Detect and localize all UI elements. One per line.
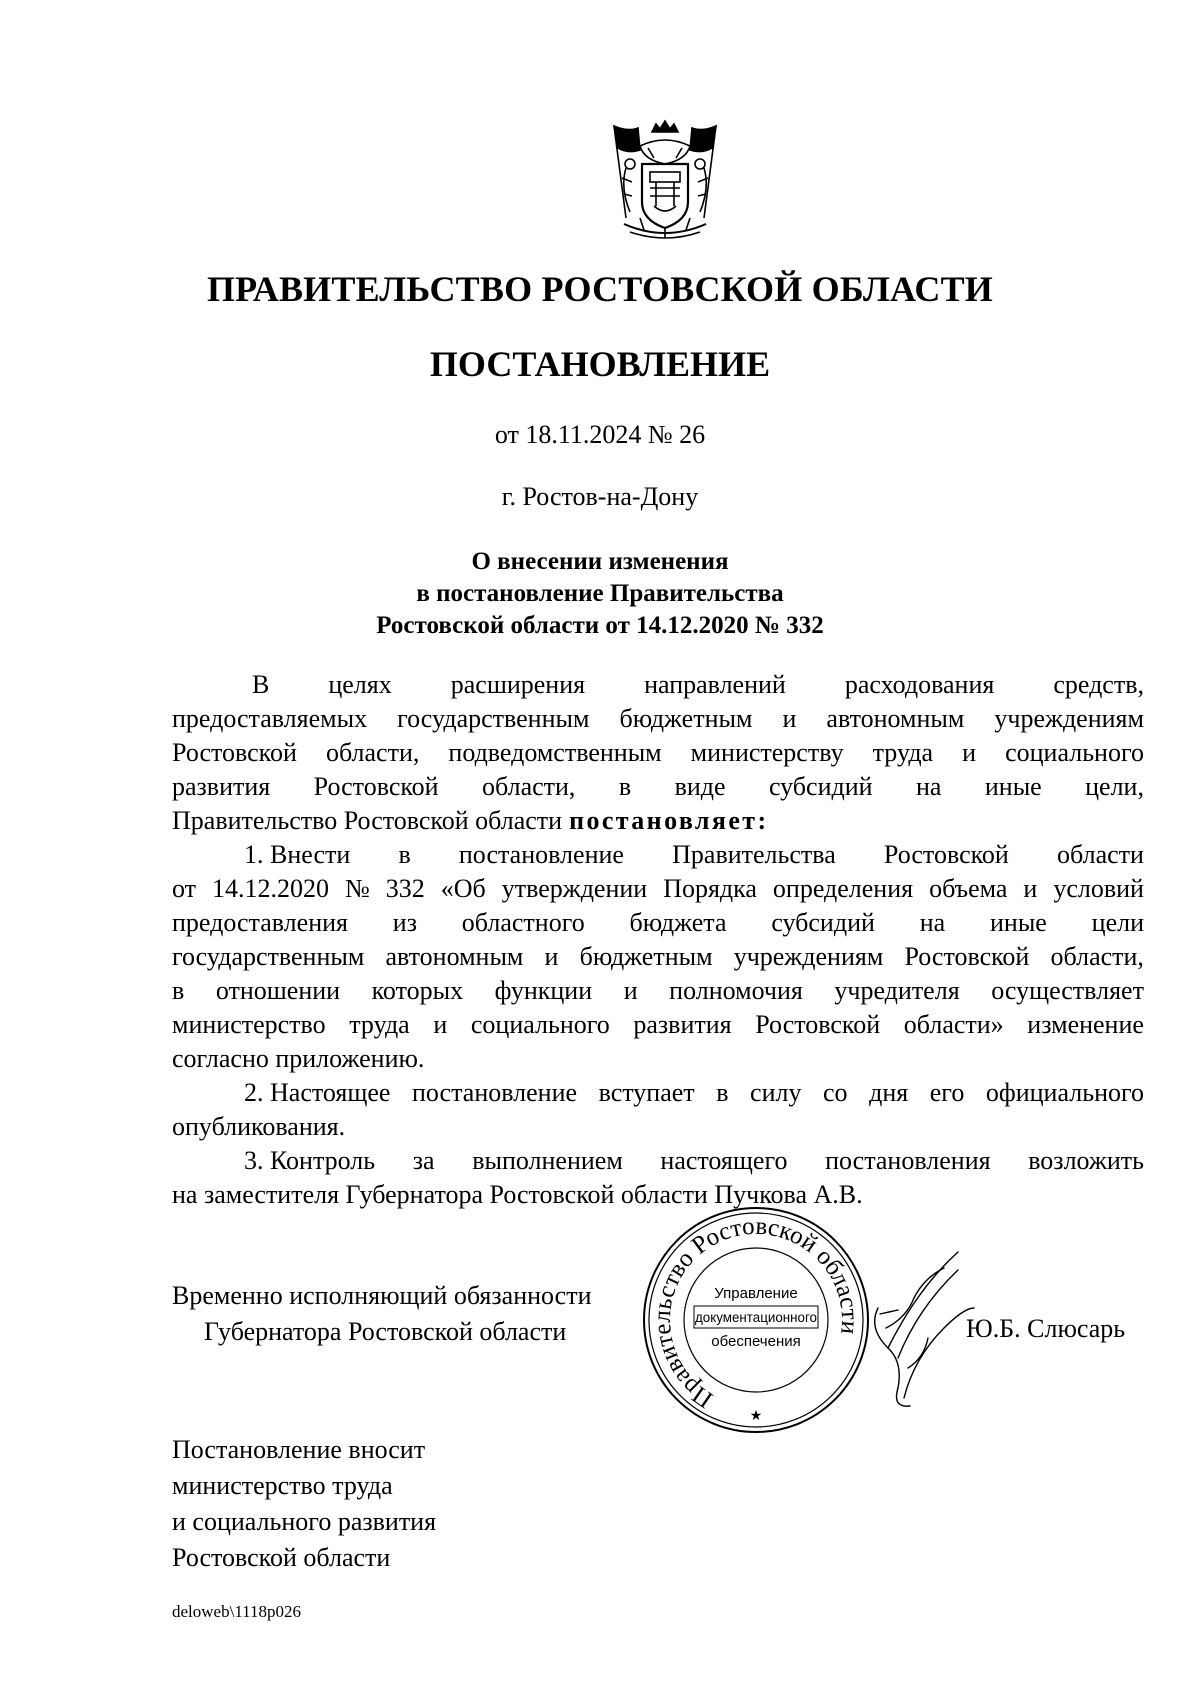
body-line	[172, 940, 1144, 974]
government-title: ПРАВИТЕЛЬСТВО РОСТОВСКОЙ ОБЛАСТИ	[206, 269, 994, 309]
body-word: утверждении	[501, 874, 648, 903]
body-word: учреждениям	[733, 942, 884, 971]
body-word: учредителя	[834, 976, 960, 1005]
body-word: расширения	[450, 670, 586, 699]
body-word: функции	[494, 976, 593, 1005]
body-word: условий	[1053, 874, 1144, 903]
body-word: его	[929, 1078, 965, 1107]
document-body	[172, 668, 1144, 1212]
body-word: социального	[1005, 738, 1144, 767]
body-word: бюджета	[629, 908, 727, 937]
body-word: постановление	[458, 840, 624, 869]
body-word: виде	[674, 772, 726, 801]
body-word: Ростовской	[904, 942, 1030, 971]
body-line	[172, 668, 1144, 702]
body-word: министерству	[690, 738, 844, 767]
body-word: 1. Внести	[244, 840, 351, 869]
body-word: полномочия	[669, 976, 803, 1005]
body-word: автономным	[385, 942, 524, 971]
subject-line: Ростовской области от 14.12.2020 № 332	[376, 612, 824, 639]
body-word: государственным	[172, 942, 365, 971]
body-word: области,	[482, 772, 576, 801]
body-word: отношении	[215, 976, 341, 1005]
body-word: от	[172, 874, 197, 903]
body-line	[172, 838, 1144, 872]
document-subject	[0, 546, 1200, 642]
body-word: в	[398, 840, 411, 869]
document-date-number: от 18.11.2024 № 26	[494, 420, 706, 449]
body-word: дня	[869, 1078, 909, 1107]
body-word: постановления	[825, 1146, 991, 1175]
body-word: направлений	[644, 670, 786, 699]
body-word: расходования	[844, 670, 995, 699]
signer-position: Временно исполняющий обязанности Губернатора Ростовской области	[172, 1281, 592, 1346]
body-word: настоящего	[660, 1146, 788, 1175]
seal-center-line: Управление	[714, 1285, 798, 1302]
body-word: субсидий	[771, 908, 875, 937]
seal-star-icon: ★	[749, 1409, 763, 1424]
body-word: Ростовской	[313, 772, 439, 801]
body-word: Ростовской	[755, 1010, 881, 1039]
official-seal	[642, 1206, 870, 1434]
subject-line: в постановление Правительства	[416, 580, 784, 607]
body-word: 332	[385, 874, 425, 903]
body-word: развития	[633, 1010, 732, 1039]
body-word: со	[823, 1078, 848, 1107]
document-type: ПОСТАНОВЛЕНИЕ	[429, 344, 771, 384]
body-word: государственным	[397, 704, 590, 733]
body-word: Правительства	[672, 840, 836, 869]
body-word: Порядка	[663, 874, 757, 903]
body-word: объема	[929, 874, 1008, 903]
body-word: области	[1057, 840, 1144, 869]
body-word: из	[392, 908, 417, 937]
body-word: области,	[325, 738, 420, 767]
body-line: на заместителя Губернатора Ростовской области Пучкова А.В.	[172, 1180, 863, 1209]
handwritten-signature	[868, 1248, 978, 1418]
body-word: цели	[1091, 908, 1144, 937]
body-word: цели,	[1085, 772, 1144, 801]
body-line: опубликования.	[172, 1112, 346, 1141]
body-word: иные	[990, 908, 1047, 937]
body-word: которых	[371, 976, 464, 1005]
body-word: и	[1023, 874, 1038, 903]
body-word: определения	[772, 874, 914, 903]
body-word: бюджетным	[619, 704, 753, 733]
body-line	[172, 872, 1144, 906]
body-word: министерство	[172, 1010, 326, 1039]
body-word: социального	[470, 1010, 610, 1039]
body-word: официального	[985, 1078, 1144, 1107]
submitted-by-block: Постановление вносит министерство труда и социального развития Ростовской области	[172, 1435, 437, 1572]
body-word: В	[252, 670, 270, 699]
body-word: труда	[872, 738, 934, 767]
body-word: изменение	[1027, 1010, 1144, 1039]
body-line	[172, 804, 1144, 838]
body-line	[172, 1144, 1144, 1178]
body-word: и	[544, 942, 559, 971]
coat-of-arms-emblem	[600, 118, 730, 246]
body-word: и	[623, 976, 638, 1005]
body-word: 2. Настоящее	[244, 1078, 391, 1107]
body-word: выполнением	[472, 1146, 623, 1175]
body-word: Ростовской	[883, 840, 1009, 869]
body-word: №	[344, 874, 370, 903]
seal-center-line: обеспечения	[711, 1333, 801, 1350]
body-word: бюджетным	[579, 942, 713, 971]
body-line: согласно приложению.	[172, 1044, 425, 1073]
body-word: области,	[1050, 942, 1144, 971]
body-word: за	[412, 1146, 435, 1175]
body-word: возложить	[1028, 1146, 1144, 1175]
body-word: 3. Контроль	[244, 1146, 376, 1175]
body-word: в	[172, 976, 185, 1005]
body-word: «Об	[440, 874, 486, 903]
signer-name: Ю.Б. Слюсарь	[966, 1314, 1126, 1343]
body-word: учреждениям	[994, 704, 1144, 733]
body-word: области»	[903, 1010, 1004, 1039]
body-line	[172, 702, 1144, 736]
document-city: г. Ростов-на-Дону	[501, 482, 699, 511]
body-word: областного	[461, 908, 585, 937]
body-line	[172, 906, 1144, 940]
body-word: силу	[750, 1078, 802, 1107]
body-word: предоставления	[172, 908, 348, 937]
body-word: автономным	[826, 704, 965, 733]
footer-document-code: deloweb\1118p026	[172, 1602, 302, 1621]
body-word: и	[433, 1010, 448, 1039]
body-word: труда	[349, 1010, 410, 1039]
body-word: подведомственным	[448, 738, 662, 767]
body-word: развития	[172, 772, 271, 801]
body-word: целях	[328, 670, 392, 699]
body-word: Ростовской	[172, 738, 297, 767]
body-line	[172, 974, 1144, 1008]
body-line	[172, 736, 1144, 770]
body-word: субсидий	[768, 772, 873, 801]
body-line	[172, 1008, 1144, 1042]
body-word: и	[782, 704, 797, 733]
body-line	[172, 1076, 1144, 1110]
subject-line: О внесении изменения	[471, 548, 729, 575]
body-word: на	[915, 772, 942, 801]
body-word: и	[962, 738, 977, 767]
body-word: в	[716, 1078, 729, 1107]
body-word: иные	[984, 772, 1042, 801]
body-word: предоставляемых	[172, 704, 368, 733]
seal-ring-text: Правительство Ростовской области	[648, 1212, 864, 1414]
body-word: на	[919, 908, 946, 937]
body-word: 14.12.2020	[212, 874, 329, 903]
body-word: вступает	[598, 1078, 695, 1107]
body-word: Правительство Ростовской области	[172, 806, 563, 835]
seal-center-line: документационного	[695, 1309, 818, 1325]
resolves-keyword: постановляет:	[569, 806, 769, 835]
body-line	[172, 770, 1144, 804]
body-word: осуществляет	[991, 976, 1144, 1005]
body-word: средств,	[1053, 670, 1144, 699]
body-word: в	[618, 772, 632, 801]
body-word: постановление	[412, 1078, 578, 1107]
